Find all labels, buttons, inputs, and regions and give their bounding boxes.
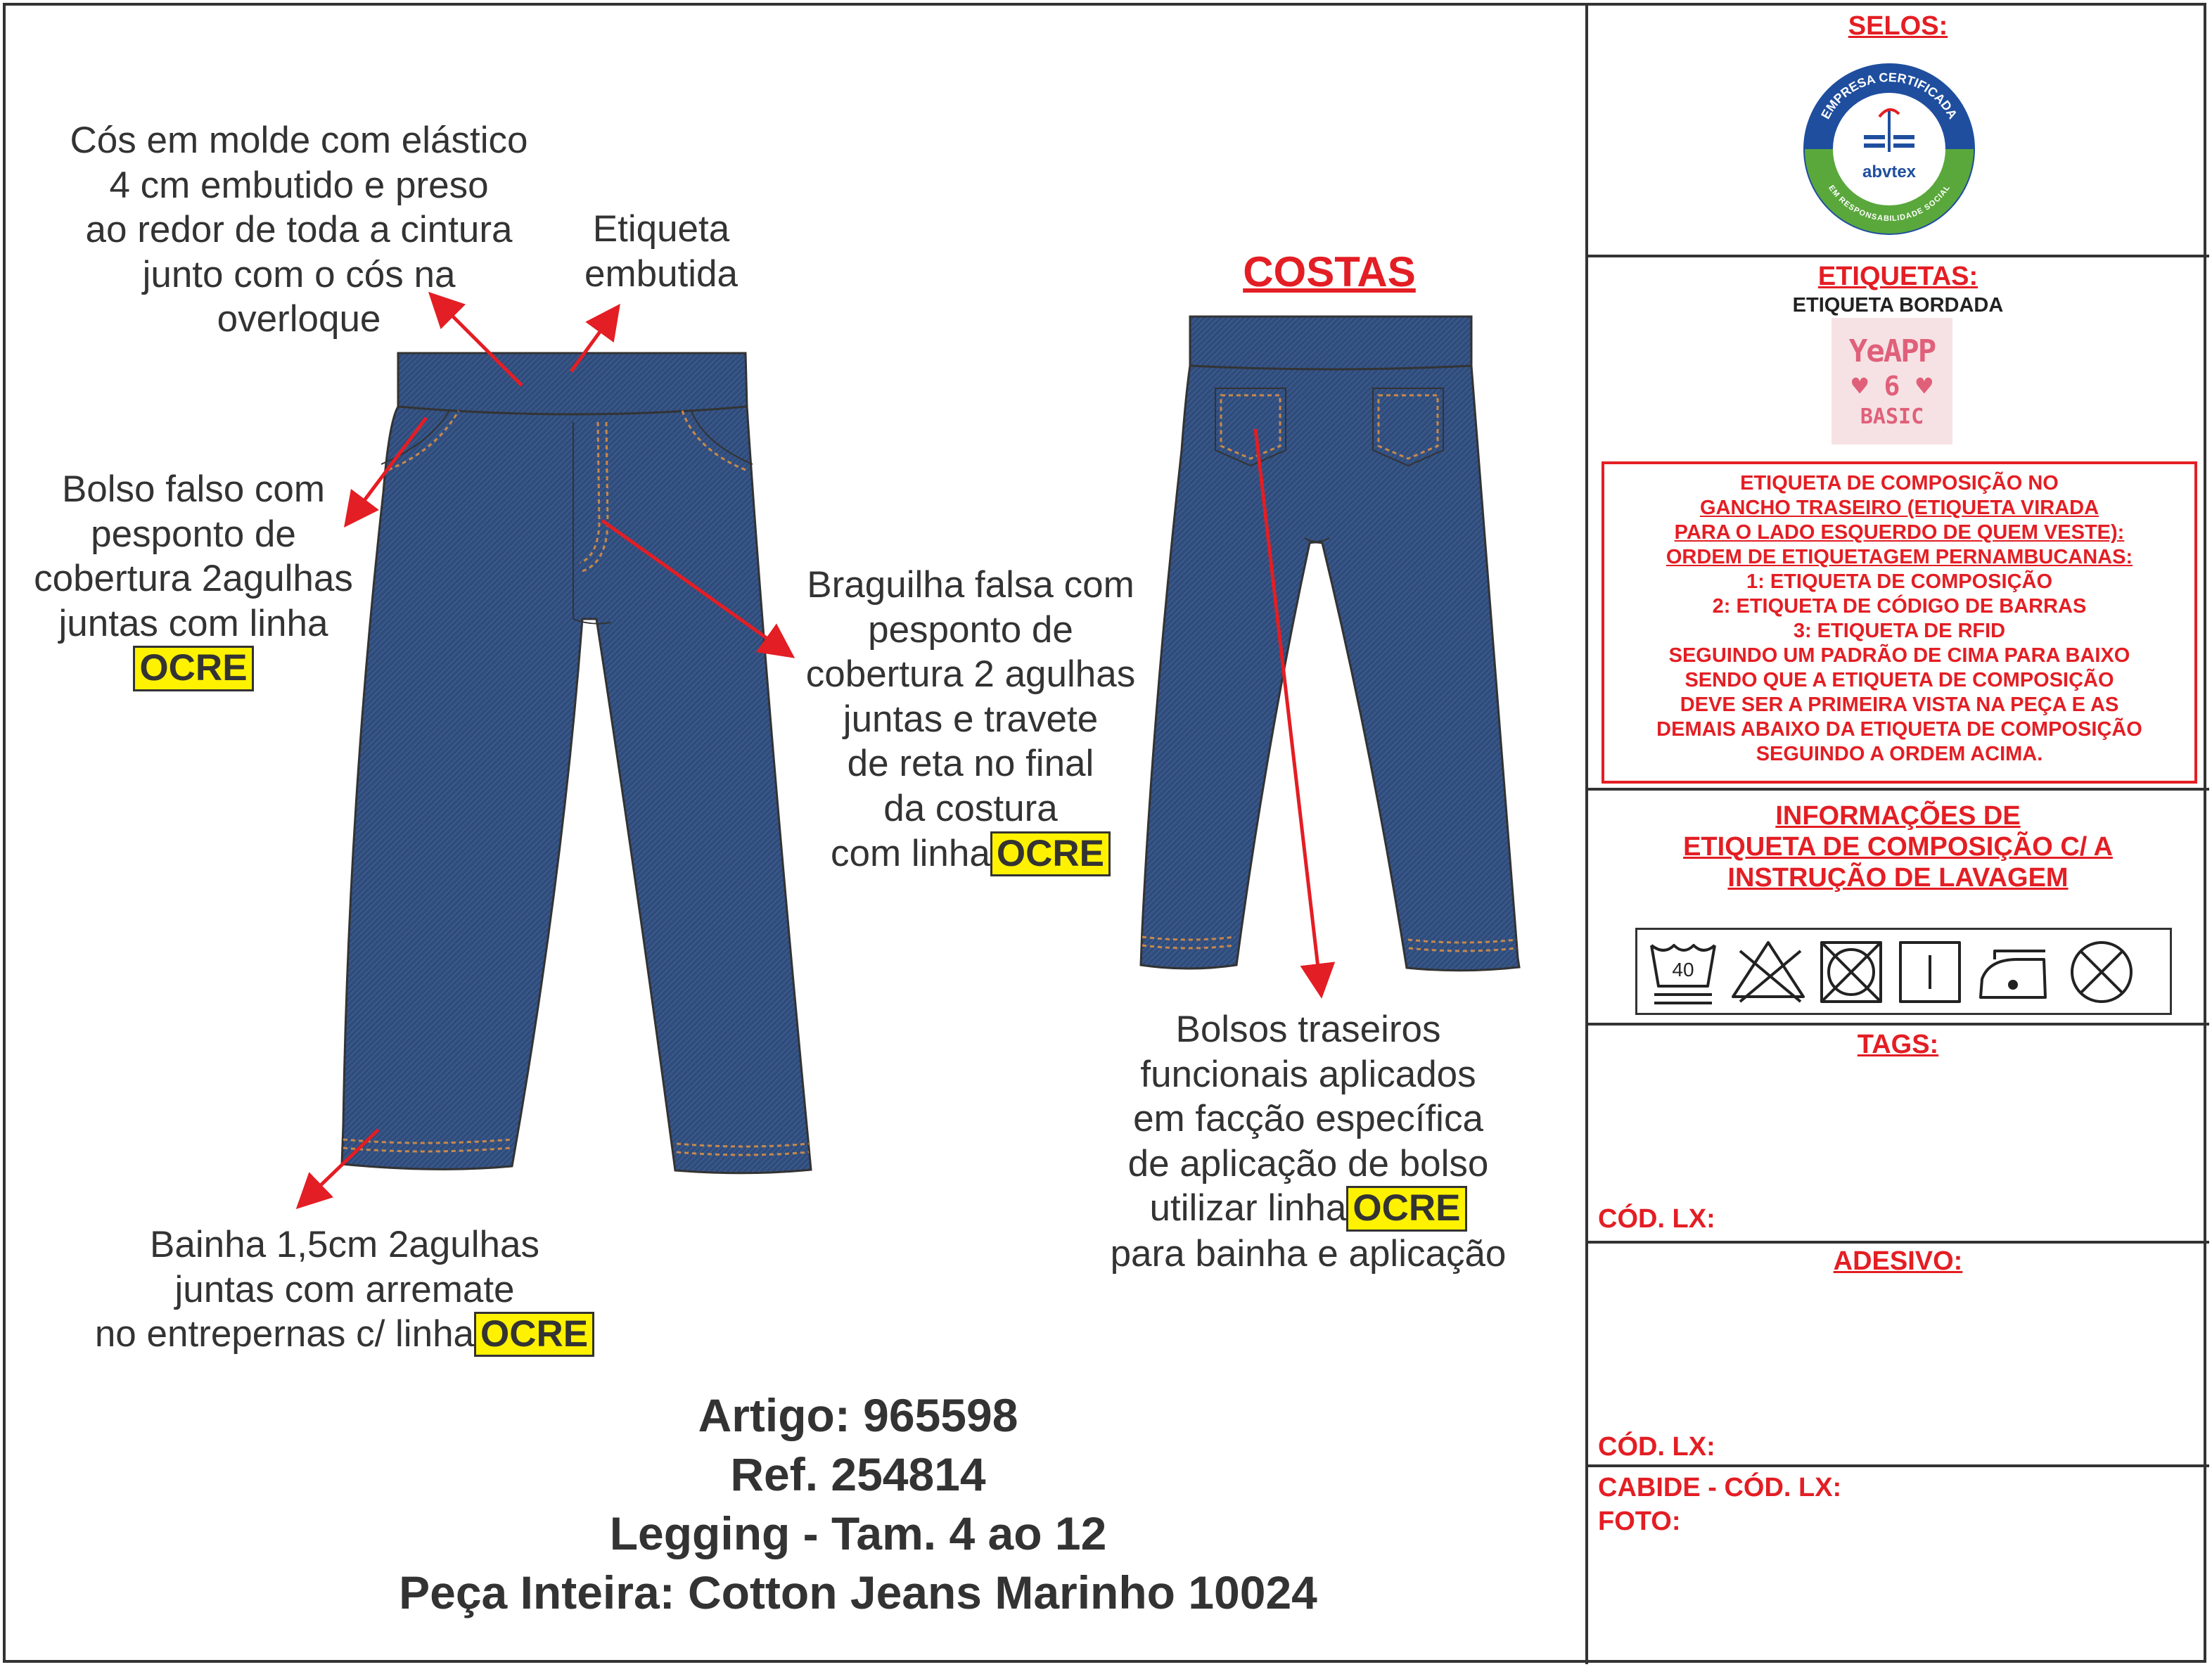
brand-label-image xyxy=(1831,318,1952,445)
reference-number: Ref. 254814 xyxy=(730,1448,986,1500)
note-line: junto com o cós na xyxy=(142,253,456,295)
abvtex-seal-icon xyxy=(1802,62,1976,236)
product-name: Legging - Tam. 4 ao 12 xyxy=(609,1507,1107,1559)
no-dry-clean-icon xyxy=(2072,943,2131,1002)
instruction-line: GANCHO TRASEIRO (ETIQUETA VIRADA xyxy=(1699,497,2099,519)
care-symbols xyxy=(1635,928,2172,1015)
instruction-line: ETIQUETA DE COMPOSIÇÃO NO xyxy=(1740,472,2059,494)
instruction-line: DEVE SER A PRIMEIRA VISTA NA PEÇA E AS xyxy=(1680,694,2119,716)
note-line: funcionais aplicados xyxy=(1140,1053,1476,1095)
ocre-highlight: OCRE xyxy=(474,1312,594,1357)
note-line: utilizar linha xyxy=(1149,1187,1347,1230)
wash-temperature: 40 xyxy=(1672,959,1694,981)
divider-etiquetas xyxy=(1587,788,2209,791)
tags-title: TAGS: xyxy=(1857,1030,1939,1059)
seal-bottom-text: EM RESPONSABILIDADE SOCIAL xyxy=(1827,184,1952,224)
tags-code-label: CÓD. LX: xyxy=(1598,1204,1715,1234)
instruction-line: SENDO QUE A ETIQUETA DE COMPOSIÇÃO xyxy=(1684,669,2114,691)
divider-selos xyxy=(1587,255,2209,257)
note-line: Bolsos traseiros xyxy=(1175,1009,1441,1050)
wash-info-title-line: ETIQUETA DE COMPOSIÇÃO C/ A xyxy=(1683,832,2113,862)
ocre-highlight: OCRE xyxy=(1346,1186,1466,1231)
instruction-line: 3: ETIQUETA DE RFID xyxy=(1793,620,2006,642)
divider-info xyxy=(1587,1023,2209,1026)
brand-label-line: BASIC xyxy=(1860,404,1924,429)
wash-info-title-line: INSTRUÇÃO DE LAVAGEM xyxy=(1727,863,2069,893)
note-waistband xyxy=(28,118,570,342)
front-legging xyxy=(342,353,811,1173)
note-line: pesponto de xyxy=(868,608,1073,651)
note-line: embutida xyxy=(584,253,739,295)
etiquetas-title: ETIQUETAS: xyxy=(1817,262,1978,291)
iron-low-icon xyxy=(1981,951,2045,997)
note-label xyxy=(556,207,767,296)
instruction-line: 1: ETIQUETA DE COMPOSIÇÃO xyxy=(1746,570,2053,593)
note-line: com linha xyxy=(831,832,990,874)
sticker-title: ADESIVO: xyxy=(1833,1246,1963,1276)
instruction-line: SEGUINDO A ORDEM ACIMA. xyxy=(1756,743,2043,765)
brand-label-size: 6 xyxy=(1884,371,1900,402)
article-number: Artigo: 965598 xyxy=(698,1389,1018,1441)
wash-info-title-line: INFORMAÇÕES DE xyxy=(1775,801,2021,831)
note-hem xyxy=(28,1222,661,1357)
seal-brand: abvtex xyxy=(1862,162,1917,181)
note-line: de reta no final xyxy=(847,743,1094,785)
note-line: 4 cm embutido e preso xyxy=(109,164,489,206)
divider-adesivo xyxy=(1587,1464,2209,1467)
note-line: para bainha e aplicação xyxy=(1110,1232,1507,1275)
note-line: Cós em molde com elástico xyxy=(70,120,528,161)
no-tumble-dry-icon xyxy=(1822,943,1881,1002)
selos-title: SELOS: xyxy=(1848,11,1948,41)
note-fake-fly xyxy=(774,563,1168,876)
embroidered-label-caption: ETIQUETA BORDADA xyxy=(1792,294,2004,317)
composition-label-instructions xyxy=(1602,461,2197,784)
note-line: juntas com arremate xyxy=(174,1268,515,1310)
note-line: overloque xyxy=(217,298,381,340)
note-line: juntas e travete xyxy=(843,698,1099,740)
back-legging xyxy=(1141,317,1519,971)
note-line: pesponto de xyxy=(91,513,296,555)
brand-label-size-row: ♥ 6 ♥ xyxy=(1851,371,1933,402)
wash-40-icon xyxy=(1651,945,1715,1003)
brand-label-name: YeAPP xyxy=(1848,333,1936,369)
divider-tags xyxy=(1587,1241,2209,1244)
note-back-pockets xyxy=(1055,1007,1561,1276)
photo-label: FOTO: xyxy=(1598,1507,1681,1536)
line-dry-icon xyxy=(1900,943,1960,1002)
sticker-code-label: CÓD. LX: xyxy=(1598,1432,1715,1462)
note-line: ao redor de toda a cintura xyxy=(85,209,513,251)
fabric-description: Peça Inteira: Cotton Jeans Marinho 10024 xyxy=(399,1566,1317,1618)
instruction-line: DEMAIS ABAIXO DA ETIQUETA DE COMPOSIÇÃO xyxy=(1656,718,2142,741)
no-bleach-icon xyxy=(1733,943,1803,1002)
note-line: cobertura 2agulhas xyxy=(34,558,353,600)
seal-top-text: EMPRESA CERTIFICADA xyxy=(1818,70,1960,122)
back-view-title: COSTAS xyxy=(1243,248,1416,295)
instruction-line: SEGUINDO UM PADRÃO DE CIMA PARA BAIXO xyxy=(1668,644,2130,667)
note-line: cobertura 2 agulhas xyxy=(805,653,1136,696)
ocre-highlight: OCRE xyxy=(990,831,1111,876)
note-line: da costura xyxy=(883,787,1058,829)
instruction-line: PARA O LADO ESQUERDO DE QUEM VESTE): xyxy=(1674,521,2125,544)
note-line: Bolso falso com xyxy=(61,468,326,510)
note-line: Braguilha falsa com xyxy=(807,564,1134,606)
note-line: de aplicação de bolso xyxy=(1127,1142,1489,1184)
wash-info-title xyxy=(1587,800,2209,893)
instruction-line: ORDEM DE ETIQUETAGEM PERNAMBUCANAS: xyxy=(1666,546,2133,568)
hanger-code-label: CABIDE - CÓD. LX: xyxy=(1598,1473,1842,1502)
ocre-highlight: OCRE xyxy=(133,646,253,691)
note-line: no entrepernas c/ linha xyxy=(94,1313,475,1355)
note-line: Bainha 1,5cm 2agulhas xyxy=(150,1224,539,1265)
note-line: Etiqueta xyxy=(592,208,730,250)
note-fake-pocket xyxy=(7,467,380,691)
note-line: juntas com linha xyxy=(58,602,328,644)
instruction-line: 2: ETIQUETA DE CÓDIGO DE BARRAS xyxy=(1712,595,2087,618)
note-line: em facção específica xyxy=(1133,1098,1483,1140)
